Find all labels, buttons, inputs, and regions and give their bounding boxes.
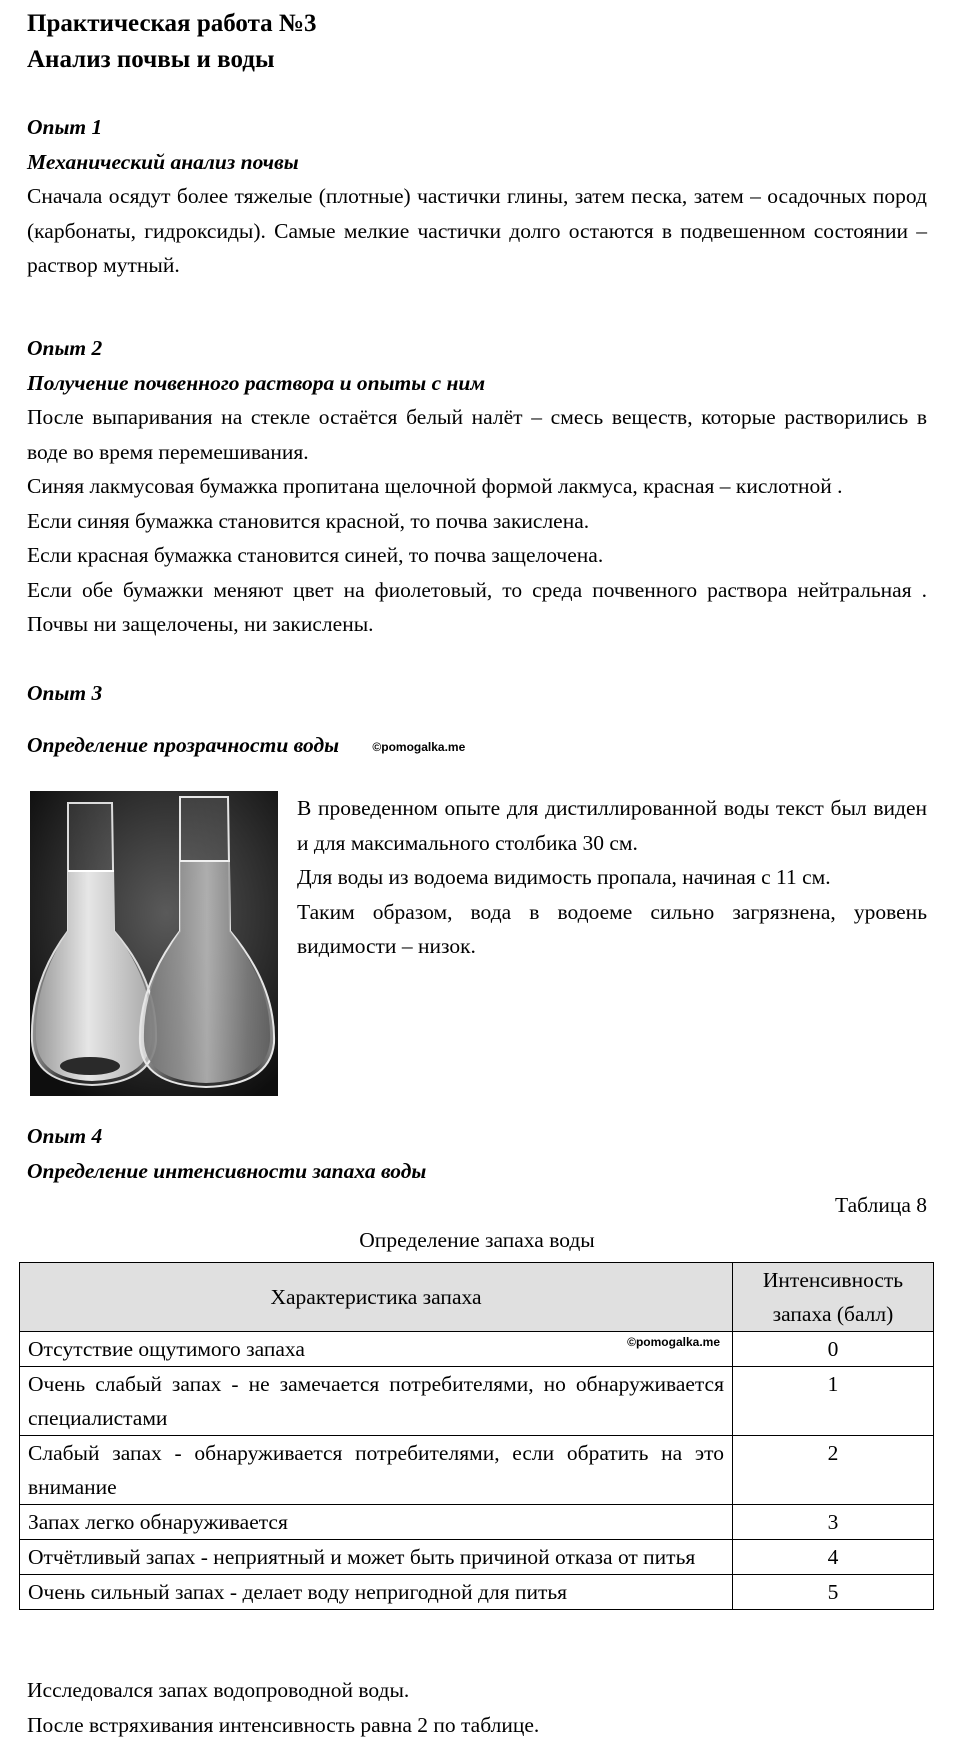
experiment-3-header xyxy=(27,676,927,711)
exp2-paragraph-1: После выпаривания на стекле остаётся белый налёт – смесь веществ, которые растворились в воде во время перемешивания. xyxy=(27,405,927,464)
row-desc-cell xyxy=(20,1332,733,1367)
exp2-number: Опыт 2 xyxy=(27,336,103,360)
experiment-1 xyxy=(27,110,927,283)
exp4-number: Опыт 4 xyxy=(27,1124,103,1148)
experiment-4 xyxy=(27,1119,927,1257)
watermark-text: ©pomogalka.me xyxy=(627,1335,720,1349)
page-title-line2: Анализ почвы и воды xyxy=(27,46,275,73)
exp3-title-line xyxy=(27,728,927,764)
table-row xyxy=(20,1332,934,1367)
row-desc: Очень сильный запах - делает воду непригодной для питья xyxy=(20,1575,733,1610)
table-row xyxy=(20,1575,934,1610)
experiment-3-body xyxy=(27,791,927,1101)
table-row xyxy=(20,1436,934,1505)
odor-table xyxy=(19,1262,934,1610)
row-value: 1 xyxy=(733,1367,934,1436)
exp2-paragraph-5: Если обе бумажки меняют цвет на фиолетовый, то среда почвенного раствора нейтральная . Почвы ни защелочены, ни закислены. xyxy=(27,577,927,636)
exp3-title-row xyxy=(27,728,927,764)
exp1-title: Механический анализ почвы xyxy=(27,149,299,174)
exp3-number: Опыт 3 xyxy=(27,681,103,705)
row-value: 3 xyxy=(733,1505,934,1540)
row-value: 0 xyxy=(733,1332,934,1367)
table-row xyxy=(20,1540,934,1575)
row-desc: Запах легко обнаруживается xyxy=(20,1505,733,1540)
row-desc: Отсутствие ощутимого запаха xyxy=(28,1337,305,1361)
exp2-paragraph-3: Если синяя бумажка становится красной, то почва закислена. xyxy=(27,508,590,533)
watermark-text: ©pomogalka.me xyxy=(372,739,466,754)
table-header-row xyxy=(20,1263,934,1332)
table-row xyxy=(20,1505,934,1540)
exp3-title: Определение прозрачности воды xyxy=(27,733,340,757)
conclusion xyxy=(27,1673,927,1742)
conclusion-line-1: Исследовался запах водопроводной воды. xyxy=(27,1678,410,1702)
exp1-number: Опыт 1 xyxy=(27,115,103,139)
row-value: 4 xyxy=(733,1540,934,1575)
row-desc: Отчётливый запах - неприятный и может быть причиной отказа от питья xyxy=(20,1540,733,1575)
conclusion-line-2: После встряхивания интенсивность равна 2 по таблице. xyxy=(27,1712,540,1737)
row-desc: Слабый запах - обнаруживается потребителями, если обратить на это внимание xyxy=(20,1436,733,1505)
table-row xyxy=(20,1367,934,1436)
exp3-paragraph-2: Для воды из водоема видимость пропала, начиная с 11 см. xyxy=(297,865,831,889)
exp2-paragraph-2: Синяя лакмусовая бумажка пропитана щелочной формой лакмуса, красная – кислотной . xyxy=(27,474,843,498)
exp3-paragraph-3: Таким образом, вода в водоеме сильно загрязнена, уровень видимости – низок. xyxy=(297,899,927,958)
exp1-text: Сначала осядут более тяжелые (плотные) частички глины, затем песка, затем – осадочных пород (карбонаты, гидроксиды). Самые мелкие частички долго остаются в подвешенном состоянии – раствор мутный. xyxy=(27,184,927,277)
row-desc: Очень слабый запах - не замечается потребителями, но обнаруживается специалистами xyxy=(20,1367,733,1436)
row-value: 5 xyxy=(733,1575,934,1610)
table-caption: Определение запаха воды xyxy=(359,1227,595,1252)
flasks-illustration xyxy=(30,791,278,1096)
page-title-line1: Практическая работа №3 xyxy=(27,10,317,37)
exp4-title: Определение интенсивности запаха воды xyxy=(27,1158,427,1183)
exp3-paragraph-1: В проведенном опыте для дистиллированной воды текст был виден и для максимального столбика 30 см. xyxy=(297,796,927,855)
exp2-paragraph-4: Если красная бумажка становится синей, то почва защелочена. xyxy=(27,543,604,567)
header-characteristic: Характеристика запаха xyxy=(20,1263,733,1332)
flasks-photo xyxy=(30,791,278,1096)
table-number: Таблица 8 xyxy=(835,1193,927,1217)
experiment-2 xyxy=(27,331,927,642)
header-intensity: Интенсивность запаха (балл) xyxy=(733,1263,934,1332)
exp3-text-column xyxy=(297,791,927,964)
row-value: 2 xyxy=(733,1436,934,1505)
exp2-title: Получение почвенного раствора и опыты с ним xyxy=(27,370,486,395)
